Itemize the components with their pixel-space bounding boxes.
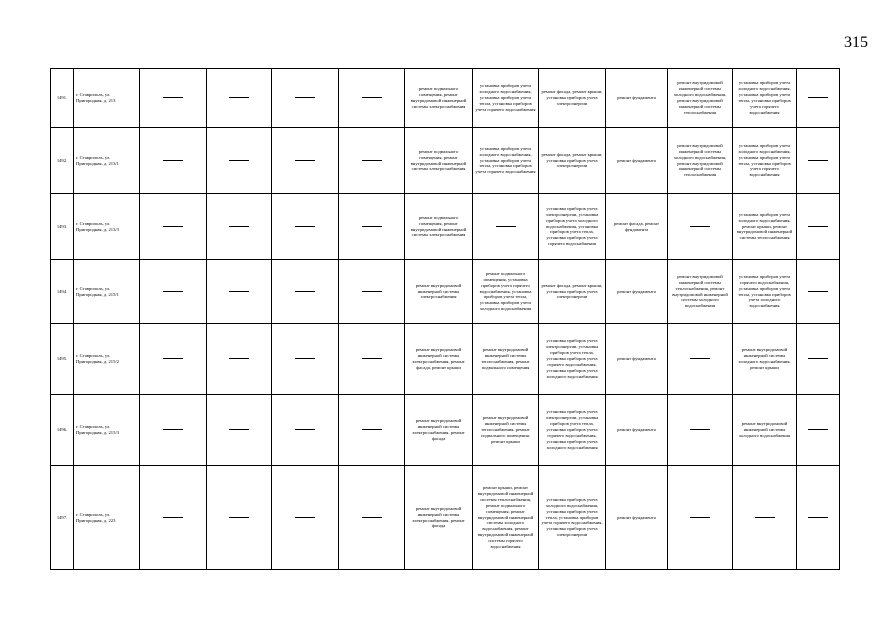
dash-mark [229, 358, 249, 359]
row-number: 1496. [51, 395, 74, 466]
work-cell: ремонт фундамента [606, 324, 668, 395]
empty-dash-cell [272, 69, 339, 128]
empty-dash-cell [797, 395, 840, 466]
address-cell: г. Ставрополь, ул. Пригородная, д. 213/3 [74, 194, 140, 260]
work-cell: ремонт внутридомовой инженерной системы теплоснабжения, ремонт внутридомовой инженерной системы холодного водоснабжения [668, 260, 733, 324]
table-row [51, 466, 840, 570]
dash-mark [808, 226, 828, 227]
dash-mark [229, 517, 249, 518]
empty-dash-cell [339, 324, 405, 395]
dash-mark [808, 429, 828, 430]
dash-mark [690, 429, 710, 430]
dash-mark [496, 226, 516, 227]
dash-mark [808, 160, 828, 161]
work-cell: установка приборов учета холодного водоснабжения, установка приборов учета тепла, установка приборов учета горячего водоснабжения [473, 69, 539, 128]
dash-mark [229, 97, 249, 98]
empty-dash-cell [272, 260, 339, 324]
work-cell: ремонт фасада, ремонт крыши, установка приборов учета электроэнергии [539, 260, 606, 324]
empty-dash-cell [339, 395, 405, 466]
work-cell: ремонт внутридомовой инженерной системы электроснабжения [405, 260, 473, 324]
dash-mark [295, 291, 315, 292]
empty-dash-cell [272, 324, 339, 395]
empty-dash-cell [797, 260, 840, 324]
dash-mark [690, 358, 710, 359]
dash-mark [163, 291, 183, 292]
empty-dash-cell [797, 128, 840, 194]
work-cell: ремонт внутридомовой инженерной системы теплоснабжения, ремонт подвального помещения, ремонт крыши [473, 395, 539, 466]
dash-mark [295, 226, 315, 227]
work-cell: установка приборов учета электроэнергии, установка приборов учета тепла, установка приборов учета горячего водоснабжения, установка приборов учета холодного водоснабжения [539, 395, 606, 466]
dash-mark [163, 517, 183, 518]
empty-dash-cell [140, 128, 207, 194]
work-cell: установка приборов учета холодного водоснабжения, установка приборов учета тепла, установка приборов учета горячего водоснабжения [733, 69, 797, 128]
work-cell: ремонт внутридомовой инженерной системы холодного водоснабжения [733, 395, 797, 466]
address-cell: г. Ставрополь, ул. Пригородная, д. 215/3 [74, 395, 140, 466]
empty-dash-cell [207, 466, 272, 570]
work-cell: ремонт подвального помещения, ремонт внутридомовой инженерной системы электроснабжения [405, 69, 473, 128]
dash-mark [808, 517, 828, 518]
dash-mark [295, 358, 315, 359]
empty-dash-cell [797, 69, 840, 128]
dash-mark [362, 429, 382, 430]
address-cell: г. Ставрополь, ул. Пригородная, д. 215/1 [74, 260, 140, 324]
empty-dash-cell [797, 324, 840, 395]
empty-dash-cell [473, 194, 539, 260]
empty-dash-cell [272, 395, 339, 466]
empty-dash-cell [733, 466, 797, 570]
empty-dash-cell [272, 466, 339, 570]
empty-dash-cell [797, 466, 840, 570]
work-cell: ремонт подвального помещения, ремонт внутридомовой инженерной системы электроснабжения [405, 194, 473, 260]
table-row [51, 69, 840, 128]
dash-mark [362, 97, 382, 98]
address-cell: г. Ставрополь, ул. Пригородная, д. 213/1 [74, 128, 140, 194]
dash-mark [295, 160, 315, 161]
empty-dash-cell [207, 69, 272, 128]
empty-dash-cell [668, 324, 733, 395]
dash-mark [362, 226, 382, 227]
row-number: 1495. [51, 324, 74, 395]
dash-mark [808, 358, 828, 359]
dash-mark [690, 226, 710, 227]
empty-dash-cell [797, 194, 840, 260]
work-cell: ремонт фасада, ремонт крыши, установка приборов учета электроэнергии [539, 69, 606, 128]
work-cell: ремонт фундамента [606, 395, 668, 466]
table-row [51, 128, 840, 194]
work-cell: ремонт внутридомовой инженерной системы теплоснабжения, ремонт подвального помещения [473, 324, 539, 395]
dash-mark [295, 97, 315, 98]
work-cell: установка приборов учета электроэнергии, установка приборов учета холодного водоснабжения, установка приборов учета тепла, установка приборов учета горячего водоснабжения [539, 194, 606, 260]
table-row [51, 324, 840, 395]
dash-mark [362, 358, 382, 359]
dash-mark [362, 517, 382, 518]
page-number: 315 [844, 34, 868, 51]
empty-dash-cell [140, 324, 207, 395]
work-cell: установка приборов учета горячего водоснабжения, установка приборов учета тепла, установка приборов учета холодного водоснабжения [733, 260, 797, 324]
table-row [51, 260, 840, 324]
empty-dash-cell [207, 128, 272, 194]
table-row [51, 194, 840, 260]
empty-dash-cell [339, 194, 405, 260]
row-number: 1497. [51, 466, 74, 570]
empty-dash-cell [140, 466, 207, 570]
work-cell: ремонт фундамента [606, 69, 668, 128]
empty-dash-cell [140, 69, 207, 128]
empty-dash-cell [272, 194, 339, 260]
dash-mark [690, 517, 710, 518]
empty-dash-cell [668, 395, 733, 466]
empty-dash-cell [339, 466, 405, 570]
empty-dash-cell [207, 324, 272, 395]
empty-dash-cell [339, 69, 405, 128]
work-cell: ремонт фундамента [606, 260, 668, 324]
work-cell: установка приборов учета холодного водоснабжения, установка приборов учета тепла, установка приборов учета горячего водоснабжения, установка приборов учета электроэнергии [539, 466, 606, 570]
table-row [51, 395, 840, 466]
dash-mark [362, 291, 382, 292]
row-number: 1494. [51, 260, 74, 324]
dash-mark [229, 160, 249, 161]
address-cell: г. Ставрополь, ул. Пригородная, д. 223 [74, 466, 140, 570]
work-cell: ремонт фасада, ремонт фундамента [606, 194, 668, 260]
registry-body [51, 69, 840, 570]
row-number: 1491. [51, 69, 74, 128]
work-cell: установка приборов учета холодного водоснабжения, установка приборов учета тепла, установка приборов учета горячего водоснабжения [473, 128, 539, 194]
address-cell: г. Ставрополь, ул. Пригородная, д. 213 [74, 69, 140, 128]
work-cell: ремонт подвального помещения, установка приборов учета горячего водоснабжения, установка приборов учета тепла, установка приборов учета холодного водоснабжения [473, 260, 539, 324]
work-cell: ремонт внутридомовой инженерной системы электроснабжения, ремонт фасада [405, 395, 473, 466]
dash-mark [229, 291, 249, 292]
dash-mark [362, 160, 382, 161]
work-cell: ремонт фундамента [606, 128, 668, 194]
dash-mark [295, 429, 315, 430]
work-cell: ремонт подвального помещения, ремонт внутридомовой инженерной системы электроснабжения [405, 128, 473, 194]
work-cell: ремонт внутридомовой инженерной системы холодного водоснабжения, ремонт внутридомовой инженерной системы теплоснабжения [668, 69, 733, 128]
work-cell: ремонт крыши, ремонт внутридомовой инженерной системы теплоснабжения, ремонт подвального помещения, ремонт внутридомовой инженерной системы холодного водоснабжения, ремонт внутридомовой инженерной системы горячего водоснабжения [473, 466, 539, 570]
work-cell: ремонт внутридомовой инженерной системы электроснабжения, ремонт фасада [405, 466, 473, 570]
work-cell: ремонт внутридомовой инженерной системы холодного водоснабжения, ремонт крыши [733, 324, 797, 395]
row-number: 1493. [51, 194, 74, 260]
empty-dash-cell [207, 395, 272, 466]
empty-dash-cell [207, 194, 272, 260]
empty-dash-cell [272, 128, 339, 194]
dash-mark [163, 97, 183, 98]
dash-mark [229, 429, 249, 430]
dash-mark [163, 429, 183, 430]
registry-table [50, 68, 840, 570]
work-cell: ремонт фундамента [606, 466, 668, 570]
work-cell: установка приборов учета холодного водоснабжения, ремонт крыши, ремонт внутридомовой инженерной системы теплоснабжения [733, 194, 797, 260]
work-cell: ремонт фасада, ремонт крыши, установка приборов учета электроэнергии [539, 128, 606, 194]
work-cell: установка приборов учета электроэнергии, установка приборов учета тепла, установка приборов учета горячего водоснабжения, установка приборов учета холодного водоснабжения [539, 324, 606, 395]
dash-mark [808, 97, 828, 98]
empty-dash-cell [339, 128, 405, 194]
empty-dash-cell [140, 260, 207, 324]
empty-dash-cell [140, 395, 207, 466]
empty-dash-cell [668, 194, 733, 260]
work-cell: ремонт внутридомовой инженерной системы электроснабжения, ремонт фасада, ремонт крыши [405, 324, 473, 395]
dash-mark [808, 291, 828, 292]
dash-mark [163, 358, 183, 359]
dash-mark [163, 226, 183, 227]
work-cell: ремонт внутридомовой инженерной системы холодного водоснабжения, ремонт внутридомовой инженерной системы теплоснабжения [668, 128, 733, 194]
dash-mark [163, 160, 183, 161]
empty-dash-cell [140, 194, 207, 260]
dash-mark [295, 517, 315, 518]
row-number: 1492. [51, 128, 74, 194]
empty-dash-cell [207, 260, 272, 324]
empty-dash-cell [339, 260, 405, 324]
address-cell: г. Ставрополь, ул. Пригородная, д. 215/2 [74, 324, 140, 395]
work-cell: установка приборов учета холодного водоснабжения, установка приборов учета тепла, установка приборов учета горячего водоснабжения [733, 128, 797, 194]
empty-dash-cell [668, 466, 733, 570]
dash-mark [755, 517, 775, 518]
dash-mark [229, 226, 249, 227]
